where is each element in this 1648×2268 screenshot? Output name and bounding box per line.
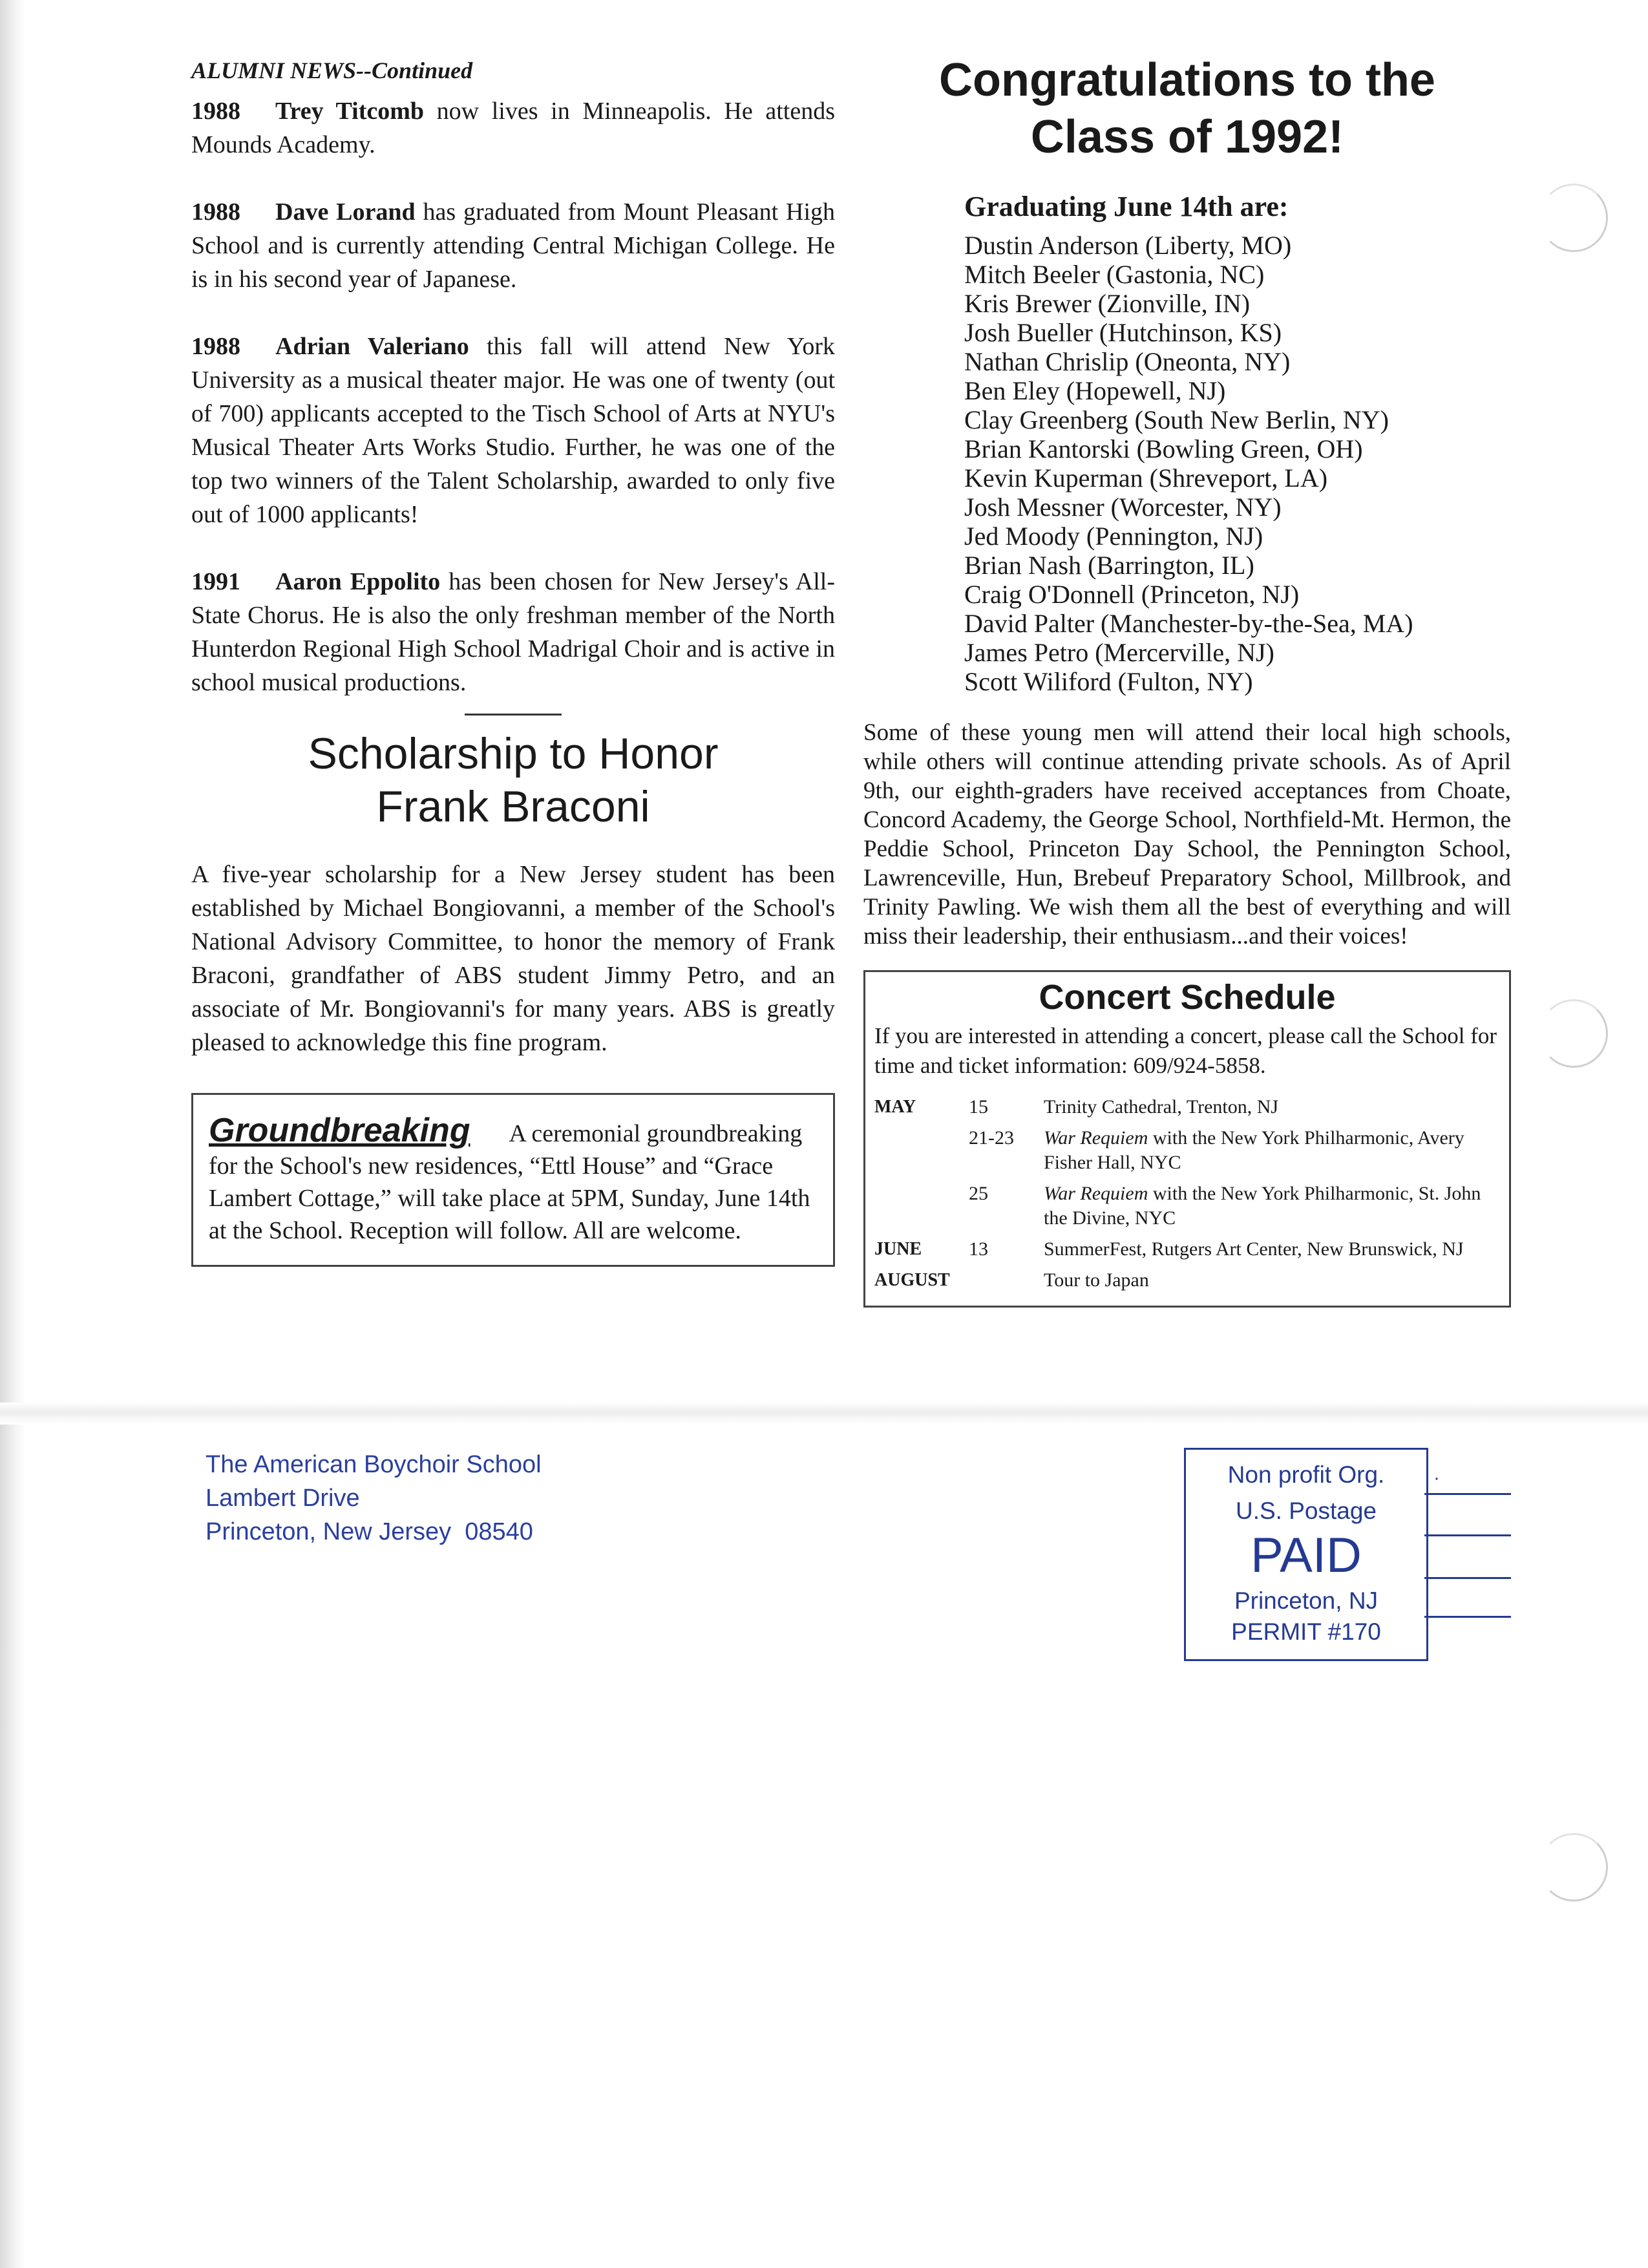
graduates-list — [964, 231, 1511, 696]
concert-month: MAY — [874, 1097, 916, 1117]
indicia-rule — [1424, 1616, 1511, 1618]
left-column — [191, 57, 835, 1267]
concert-table — [874, 1095, 1500, 1293]
postage-indicia — [1184, 1448, 1511, 1660]
groundbreaking-paragraph — [209, 1114, 816, 1247]
alumni-text: now lives in Minneapolis. He attends Mounds Academy. — [191, 98, 835, 158]
alumni-entry — [191, 94, 835, 162]
concert-schedule-box — [863, 970, 1511, 1308]
concert-event — [1044, 1182, 1500, 1231]
postage-line1: Non profit Org. — [1227, 1461, 1385, 1488]
alumni-text: has been chosen for New Jersey's All-State Chorus. He is also the only freshman member of the North Hunterdon Regional High School Madrigal Choir and is active in school musical productions. — [191, 568, 836, 696]
graduate-item: Brian Kantorski (Bowling Green, OH) — [964, 434, 1363, 463]
concert-row — [874, 1126, 1500, 1175]
concert-intro: If you are interested in attending a concert, please call the School for time and ticket information: 609/924-5858. — [874, 1023, 1497, 1078]
graduate-item: Nathan Chrislip (Oneonta, NY) — [964, 347, 1291, 376]
graduate-item: Craig O'Donnell (Princeton, NJ) — [964, 580, 1300, 609]
alumni-news — [191, 94, 835, 699]
concert-schedule-title: Concert Schedule — [1039, 978, 1336, 1017]
concert-month — [874, 1182, 969, 1231]
concert-event-text: Trinity Cathedral, Trenton, NJ — [1044, 1096, 1279, 1118]
groundbreaking-box — [191, 1093, 835, 1267]
postage-line2: U.S. Postage — [1235, 1498, 1377, 1524]
alumni-year: 1991 — [191, 568, 240, 595]
scholarship-body: A five-year scholarship for a New Jersey student has been established by Michael Bongiovanni, a member of the School's National Advisory Committee, to honor the memory of Frank Braconi, grandfather of ABS student Jimmy Petro, and an associate of Mr. Bongiovanni's for many years. ABS is greatly pleased to acknowledge this fine program. — [191, 861, 835, 1056]
scan-shadow — [0, 0, 26, 2268]
punch-hole-bottom — [1539, 1833, 1608, 1902]
scholarship-title-line1: Scholarship to Honor — [308, 729, 719, 778]
indicia-dot: · — [1433, 1467, 1440, 1489]
punch-hole-middle — [1539, 999, 1608, 1068]
concert-event-text: Tour to Japan — [1044, 1269, 1149, 1291]
alumni-name: Aaron Eppolito — [275, 568, 441, 595]
concert-day: 21-23 — [969, 1127, 1014, 1149]
graduate-item: David Palter (Manchester-by-the-Sea, MA) — [964, 609, 1413, 638]
alumni-entry — [191, 565, 835, 699]
concert-day: 13 — [969, 1238, 988, 1260]
return-address-line3: Princeton, New Jersey 08540 — [206, 1518, 533, 1545]
graduate-item: Dustin Anderson (Liberty, MO) — [964, 231, 1292, 260]
alumni-year: 1988 — [191, 98, 240, 125]
congrats-body: Some of these young men will attend their local high schools, while others will continue attending private schools. As of April 9th, our eighth-graders have received acceptances from Choate, Concord Academy, the George School, Northfield-Mt. Hermon, the Peddie School, Princeton Day School, the Pennington School, Lawrenceville, Hun, Brebeuf Preparatory School, Millbrook, and Trinity Pawling. We wish them all the best of everything and will miss their leadership, their enthusiasm...and their voices! — [863, 719, 1511, 949]
congrats-title-line2: Class of 1992! — [1030, 111, 1344, 163]
postage-indicia-frame — [1184, 1448, 1428, 1661]
concert-event-title: War Requiem — [1044, 1183, 1148, 1204]
concert-row — [874, 1095, 1500, 1119]
graduate-item: Kris Brewer (Zionville, IN) — [964, 289, 1251, 318]
concert-day — [969, 1268, 1044, 1293]
concert-event — [1044, 1095, 1500, 1119]
concert-event-text: SummerFest, Rutgers Art Center, New Brunswick, NJ — [1044, 1238, 1464, 1260]
indicia-rule — [1424, 1577, 1511, 1579]
graduate-item: Clay Greenberg (South New Berlin, NY) — [964, 405, 1389, 434]
concert-month: JUNE — [874, 1239, 922, 1259]
alumni-year: 1988 — [191, 333, 240, 360]
concert-event — [1044, 1268, 1500, 1293]
alumni-entry — [191, 330, 835, 531]
graduate-item: Kevin Kuperman (Shreveport, LA) — [964, 463, 1328, 493]
concert-month: AUGUST — [874, 1270, 950, 1290]
concert-event-text: with the New York Philharmonic, Avery Fisher Hall, NYC — [1044, 1127, 1464, 1173]
return-address-line1: The American Boychoir School — [206, 1451, 542, 1478]
concert-row — [874, 1268, 1500, 1293]
congrats-title — [863, 52, 1511, 165]
alumni-entry — [191, 195, 835, 296]
concert-event-text: with the New York Philharmonic, St. John the Divine, NYC — [1044, 1183, 1481, 1229]
scholarship-title-line2: Frank Braconi — [376, 782, 650, 831]
concert-day: 15 — [969, 1096, 988, 1118]
alumni-name: Dave Lorand — [275, 198, 416, 226]
alumni-text: has graduated from Mount Pleasant High School and is currently attending Central Michigan College. He is in his second year of Japanese. — [191, 198, 836, 293]
groundbreaking-title: Groundbreaking — [209, 1112, 470, 1149]
section-divider — [465, 714, 562, 715]
congrats-title-line1: Congratulations to the — [939, 54, 1435, 106]
return-address-line2: Lambert Drive — [206, 1485, 360, 1512]
concert-event — [1044, 1237, 1500, 1262]
postage-paid: PAID — [1251, 1528, 1362, 1583]
graduate-item: Josh Messner (Worcester, NY) — [964, 493, 1282, 522]
concert-day: 25 — [969, 1183, 988, 1204]
graduate-item: James Petro (Mercerville, NJ) — [964, 638, 1274, 667]
concert-row — [874, 1182, 1500, 1231]
concert-event-title: War Requiem — [1044, 1127, 1148, 1149]
alumni-name: Adrian Valeriano — [275, 333, 469, 360]
running-head: ALUMNI NEWS--Continued — [191, 58, 473, 83]
graduate-item: Scott Wiliford (Fulton, NY) — [964, 667, 1253, 696]
graduate-item: Jed Moody (Pennington, NJ) — [964, 522, 1263, 551]
graduating-heading: Graduating June 14th are: — [964, 191, 1289, 222]
right-column — [863, 52, 1511, 1308]
alumni-text: this fall will attend New York University as a musical theater major. He was one of twenty (out of 700) applicants accepted to the Tisch School of Arts at NYU's Musical Theater Arts Works Studio. Further, he was one of the top two winners of the Talent Scholarship, awarded to only five out of 1000 applicants! — [191, 333, 836, 528]
postage-permit: PERMIT #170 — [1231, 1618, 1381, 1645]
paper-fold — [0, 1403, 1648, 1425]
graduate-item: Josh Bueller (Hutchinson, KS) — [964, 318, 1282, 347]
scholarship-title — [191, 727, 835, 833]
graduate-item: Ben Eley (Hopewell, NJ) — [964, 376, 1226, 405]
alumni-name: Trey Titcomb — [275, 98, 425, 125]
graduate-item: Brian Nash (Barrington, IL) — [964, 551, 1254, 580]
concert-month — [874, 1126, 969, 1175]
postage-line4: Princeton, NJ — [1234, 1587, 1379, 1614]
concert-row — [874, 1237, 1500, 1262]
indicia-rule — [1424, 1493, 1511, 1495]
concert-event — [1044, 1126, 1500, 1175]
graduate-item: Mitch Beeler (Gastonia, NC) — [964, 260, 1265, 289]
punch-hole-top — [1539, 184, 1608, 252]
groundbreaking-body: A ceremonial groundbreaking for the School's new residences, “Ettl House” and “Grace Lambert Cottage,” will take place at 5PM, Sunday, June 14th at the School. Reception will follow. All are welcome. — [209, 1120, 810, 1244]
alumni-year: 1988 — [191, 198, 240, 226]
return-address — [206, 1448, 542, 1549]
indicia-rule — [1424, 1534, 1511, 1536]
